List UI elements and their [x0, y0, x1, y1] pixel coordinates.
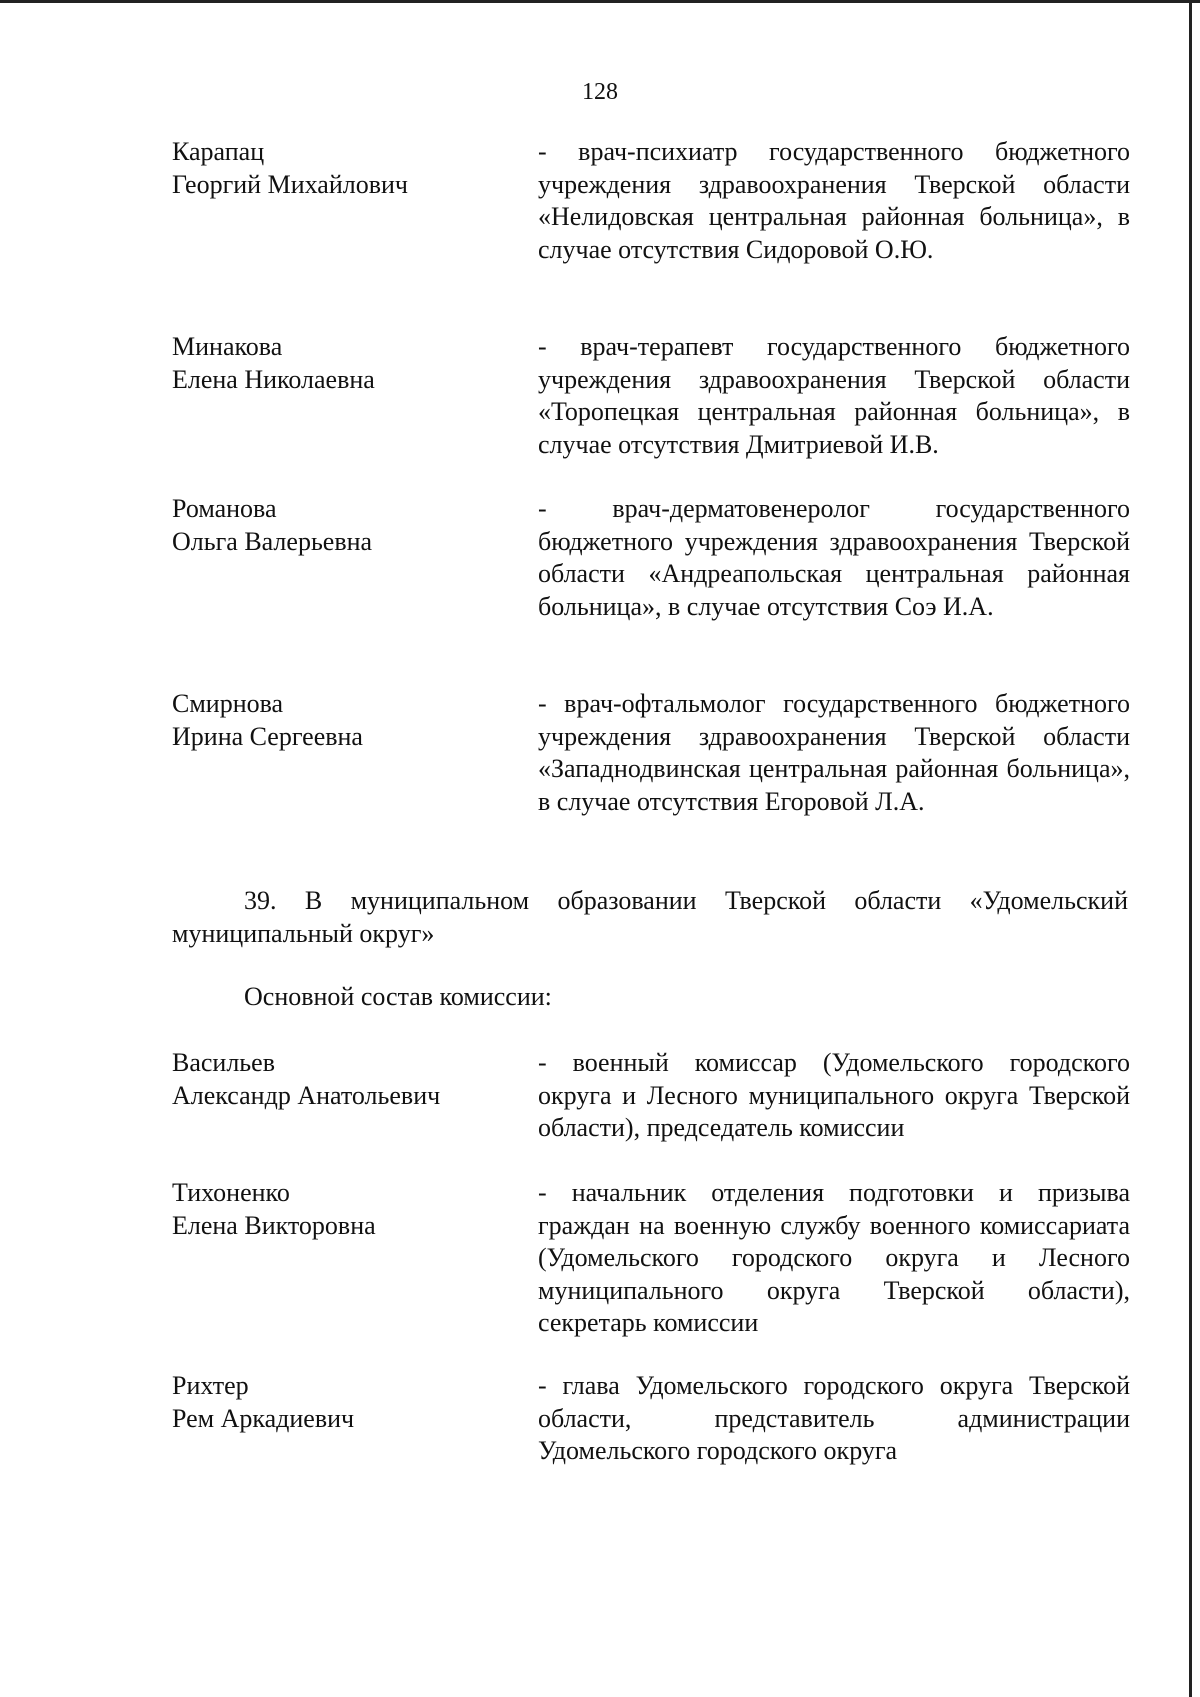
- member-surname: Смирнова: [172, 689, 284, 718]
- member-given-names: Александр Анатольевич: [172, 1080, 441, 1110]
- member-role: - врач-офтальмолог государственного бюджетного учреждения здравоохранения Тверской области «Западнодвинская центральная районная больница», в случае отсутствия Егоровой Л.А.: [538, 689, 1130, 816]
- member-given-names: Ольга Валерьевна: [172, 526, 373, 556]
- commission-subheading: Основной состав комиссии:: [244, 982, 552, 1011]
- member-name: [172, 688, 512, 753]
- scan-border-right: [1189, 0, 1192, 1697]
- member-given-names: Рем Аркадиевич: [172, 1403, 355, 1433]
- member-surname: Рихтер: [172, 1371, 249, 1400]
- section-paragraph: 39. В муниципальном образовании Тверской области «Удомельский муниципальный округ»: [172, 886, 1128, 948]
- scan-border-top: [0, 0, 1200, 3]
- member-role: - глава Удомельского городского округа Тверской области, представитель администрации Удомельского городского округа: [538, 1371, 1130, 1465]
- member-name: [172, 1370, 512, 1435]
- member-role: - врач-дерматовенеролог государственного бюджетного учреждения здравоохранения Тверской области «Андреапольская центральная районная больница», в случае отсутствия Соэ И.А.: [538, 494, 1130, 621]
- member-role: - военный комиссар (Удомельского городского округа и Лесного муниципального округа Тверской области), председатель комиссии: [538, 1048, 1130, 1142]
- member-name: [172, 493, 512, 558]
- member-surname: Тихоненко: [172, 1178, 290, 1207]
- member-role: - врач-терапевт государственного бюджетного учреждения здравоохранения Тверской области «Торопецкая центральная районная больница», в случае отсутствия Дмитриевой И.В.: [538, 332, 1130, 459]
- member-name: [172, 1047, 512, 1112]
- page-number: 128: [582, 79, 618, 105]
- member-given-names: Ирина Сергеевна: [172, 721, 363, 751]
- member-given-names: Елена Викторовна: [172, 1210, 376, 1240]
- member-surname: Минакова: [172, 332, 283, 361]
- member-name: [172, 331, 512, 396]
- member-given-names: Елена Николаевна: [172, 364, 375, 394]
- member-given-names: Георгий Михайлович: [172, 169, 408, 199]
- member-name: [172, 1177, 512, 1242]
- member-surname: Романова: [172, 494, 277, 523]
- member-surname: Карапац: [172, 137, 265, 166]
- member-name: [172, 136, 512, 201]
- member-role: - врач-психиатр государственного бюджетного учреждения здравоохранения Тверской области «Нелидовская центральная районная больница», в случае отсутствия Сидоровой О.Ю.: [538, 137, 1130, 264]
- member-surname: Васильев: [172, 1048, 275, 1077]
- member-role: - начальник отделения подготовки и призыва граждан на военную службу военного комиссариата (Удомельского городского округа и Лесного муниципального округа Тверской области), секретарь комиссии: [538, 1178, 1130, 1337]
